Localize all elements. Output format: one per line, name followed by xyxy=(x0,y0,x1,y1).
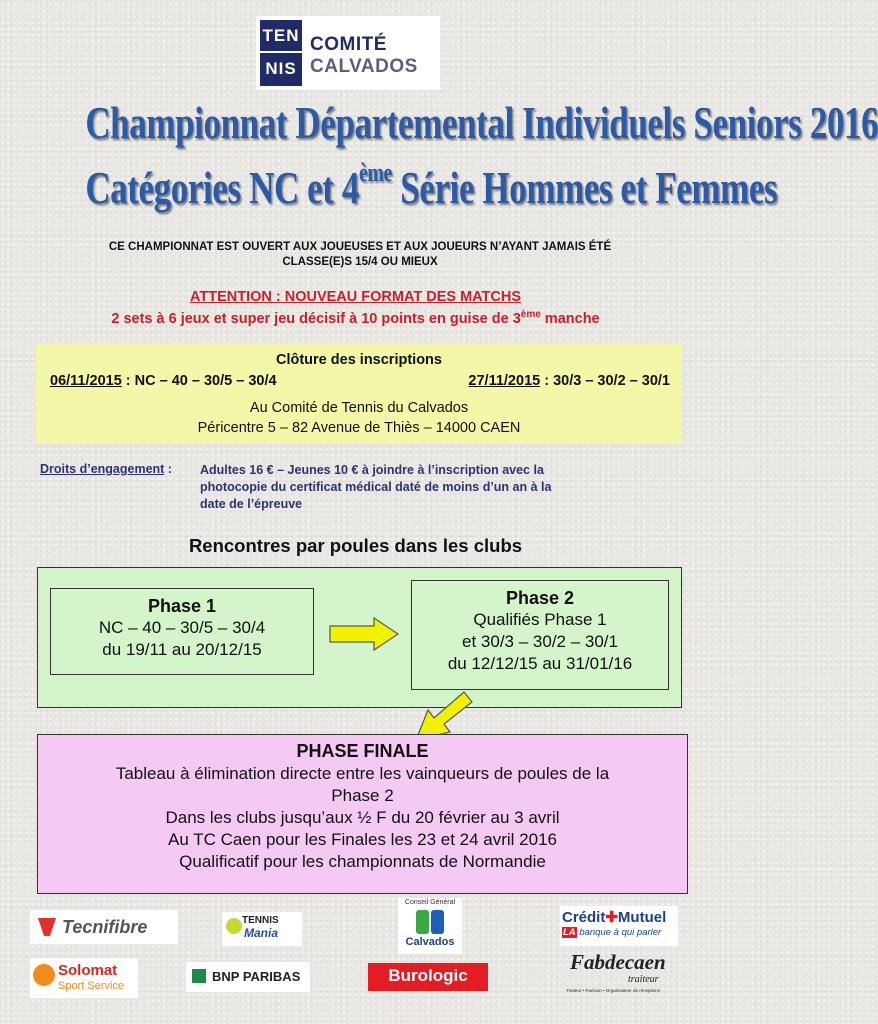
droits-label-text: Droits d’engagement xyxy=(40,462,165,476)
cloture-left-date: 06/11/2015 xyxy=(50,373,122,389)
phase1-line2: du 19/11 au 20/12/15 xyxy=(102,640,262,659)
finale-line2: Phase 2 xyxy=(331,786,394,805)
sub-title-after: Série Hommes et Femmes xyxy=(391,162,778,213)
droits-label-suffix: : xyxy=(164,462,172,476)
fabdecaen-text3: Traiteur • Parision • Organisateur de réceptions xyxy=(566,988,661,993)
sub-title-sup: ème xyxy=(359,158,392,187)
credit-text1: Crédit xyxy=(562,909,606,926)
cloture-title: Clôture des inscriptions xyxy=(276,352,442,368)
phase2-line3: du 12/12/15 au 31/01/16 xyxy=(447,654,633,673)
tennis-mania-logo xyxy=(222,912,302,946)
tennis-mania-text1: TENNIS xyxy=(242,915,279,926)
attention-heading: ATTENTION : NOUVEAU FORMAT DES MATCHS xyxy=(189,289,522,305)
cloture-right-date: 27/11/2015 xyxy=(468,373,541,389)
fabdecaen-text1: Fabdecaen xyxy=(570,950,666,974)
address-line1: Au Comité de Tennis du Calvados xyxy=(249,400,469,416)
tennis-mania-text2: Mania xyxy=(244,926,279,940)
credit-slogan xyxy=(562,927,661,938)
arrow-right-icon xyxy=(328,616,400,652)
sub-title xyxy=(85,158,778,214)
burologic-text: Burologic xyxy=(388,966,468,985)
phase-finale-box xyxy=(37,734,688,894)
credit-mutuel-name xyxy=(562,908,666,926)
credit-mutuel-logo xyxy=(560,906,678,946)
cloture-right xyxy=(468,373,670,389)
tennis-ball-icon xyxy=(226,918,242,934)
droits-line2: photocopie du certificat médical daté de moins d’un an à la xyxy=(200,480,552,494)
phase2-title: Phase 2 xyxy=(505,588,575,608)
solomat-text2: Sport Service xyxy=(58,980,125,992)
credit-text2: Mutuel xyxy=(617,909,667,926)
phase1-title: Phase 1 xyxy=(147,596,217,616)
cloture-right-text: : 30/3 – 30/2 – 30/1 xyxy=(540,373,670,389)
bnp-paribas-logo xyxy=(186,962,310,992)
comite-logo xyxy=(256,16,440,90)
address-line2: Péricentre 5 – 82 Avenue de Thiès – 14000 CAEN xyxy=(197,420,521,436)
bnp-stars-icon xyxy=(192,969,206,983)
droits-label xyxy=(40,462,172,476)
cloture-box xyxy=(36,344,682,444)
attention-text-sup: ème xyxy=(520,309,541,320)
logo-text-line2: CALVADOS xyxy=(310,56,418,77)
burologic-logo xyxy=(368,963,488,991)
droits-line3: date de l’épreuve xyxy=(200,497,303,511)
finale-line5: Qualificatif pour les championnats de Normandie xyxy=(179,852,546,871)
calvados-wave-icon xyxy=(431,910,444,934)
phase2-line1: Qualifiés Phase 1 xyxy=(473,610,607,629)
fabdecaen-logo xyxy=(566,948,676,1006)
finale-line3: Dans les clubs jusqu’aux ½ F du 20 février au 3 avril xyxy=(165,808,560,827)
credit-cross-icon: ✚ xyxy=(605,909,618,926)
tecnifibre-logo xyxy=(30,910,178,944)
finale-line1: Tableau à élimination directe entre les vainqueurs de poules de la xyxy=(115,764,610,783)
credit-slogan-la: LA xyxy=(563,927,576,938)
intro-text xyxy=(60,240,660,270)
solomat-text1: Solomat xyxy=(58,962,118,979)
phase1-box xyxy=(50,588,314,675)
calvados-top-text: Conseil Général xyxy=(404,899,456,906)
fabdecaen-text2: traiteur xyxy=(628,974,659,985)
rencontres-heading: Rencontres par poules dans les clubs xyxy=(188,535,523,556)
intro-line1: CE CHAMPIONNAT EST OUVERT AUX JOUEUSES ET AUX JOUEURS N’AYANT JAMAIS ÉTÉ xyxy=(108,241,612,253)
phase-finale-title: PHASE FINALE xyxy=(296,741,429,761)
attention-text-after: manche xyxy=(540,311,600,327)
solomat-logo xyxy=(30,958,138,998)
phase1-line1: NC – 40 – 30/5 – 30/4 xyxy=(98,618,266,637)
main-title: Championnat Départemental Individuels Seniors 2016 xyxy=(85,97,878,148)
phase2-line2: et 30/3 – 30/2 – 30/1 xyxy=(462,632,618,651)
finale-line4: Au TC Caen pour les Finales les 23 et 24 avril 2016 xyxy=(167,830,558,849)
cloture-left-text: : NC – 40 – 30/5 – 30/4 xyxy=(121,373,277,389)
tecnifibre-icon xyxy=(36,916,58,938)
solomat-icon xyxy=(33,964,55,986)
calvados-name: Calvados xyxy=(405,936,455,948)
tennis-logo-mark xyxy=(260,20,302,86)
droits-text xyxy=(200,462,630,513)
cloture-left xyxy=(50,373,277,389)
bnp-text: BNP PARIBAS xyxy=(212,969,301,984)
calvados-logo xyxy=(398,898,462,954)
phase2-box xyxy=(411,580,669,690)
logo-text-line1: COMITÉ xyxy=(310,34,387,55)
droits-line1: Adultes 16 € – Jeunes 10 € à joindre à l’inscription avec la xyxy=(200,463,544,477)
attention-text-before: 2 sets à 6 jeux et super jeu décisif à 10 points en guise de 3 xyxy=(111,311,521,327)
sub-title-before: Catégories NC et 4 xyxy=(85,162,360,213)
attention-text xyxy=(0,309,711,327)
credit-slogan-text: banque à qui parler xyxy=(579,927,662,938)
logo-mark-line1: TEN xyxy=(262,26,300,45)
intro-line2: CLASSE(E)S 15/4 OU MIEUX xyxy=(282,256,438,268)
logo-mark-line2: NIS xyxy=(260,51,302,84)
calvados-apple-icon xyxy=(416,910,429,934)
tecnifibre-text: Tecnifibre xyxy=(62,917,148,937)
